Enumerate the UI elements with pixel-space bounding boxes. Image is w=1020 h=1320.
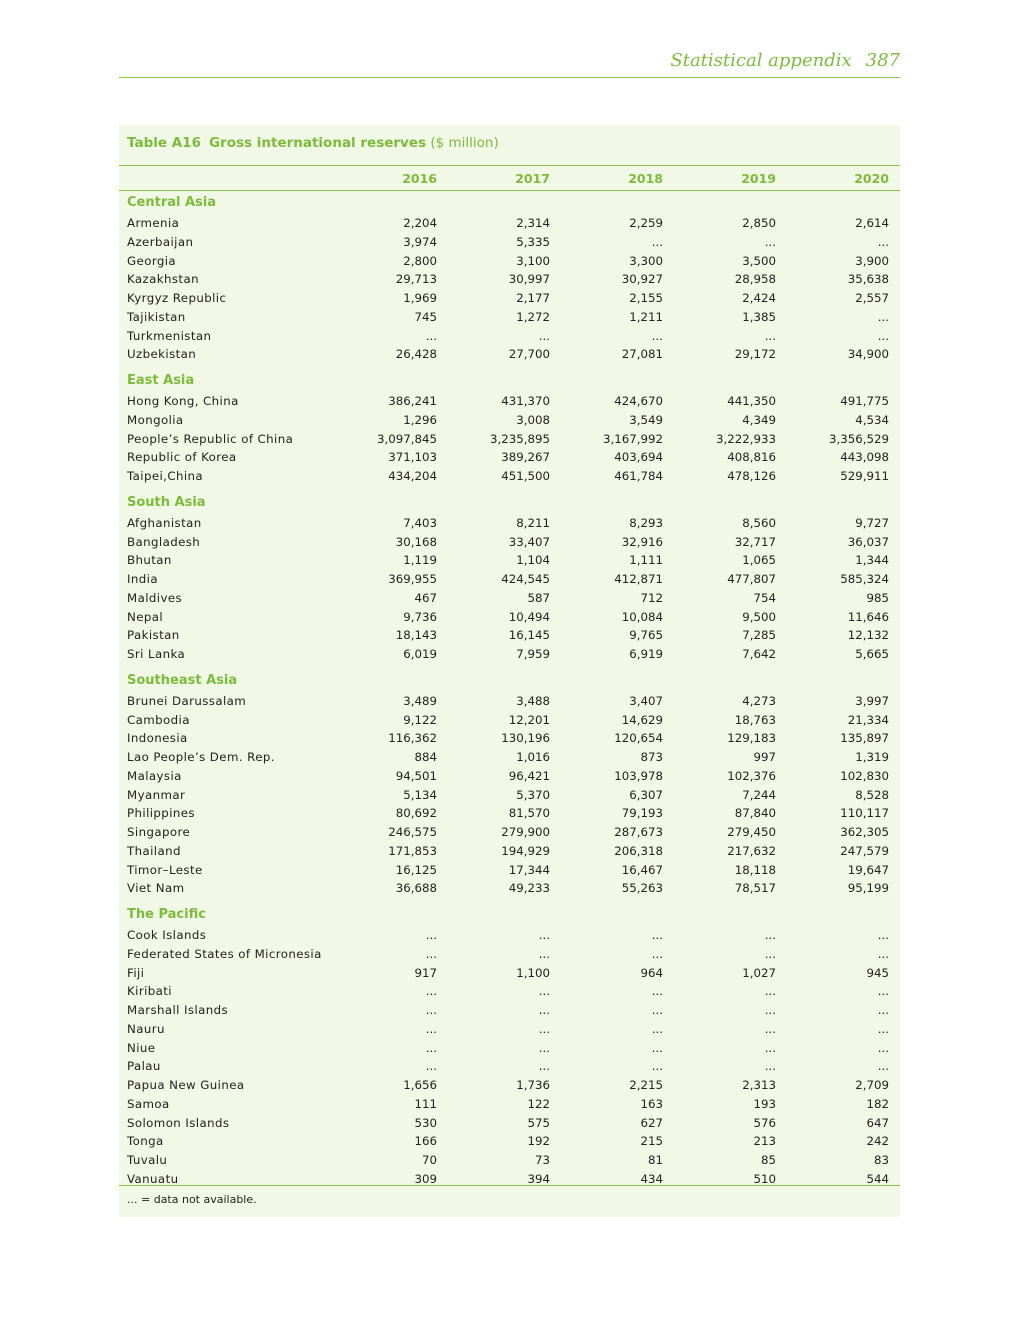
table-cell: 193: [753, 1096, 776, 1111]
table-cell: 434: [640, 1171, 663, 1186]
reserves-table: [119, 125, 900, 1217]
table-cell: 3,549: [629, 412, 663, 427]
row-label: Vanuatu: [127, 1171, 179, 1186]
column-header-2020: 2020: [854, 171, 889, 186]
table-cell: 171,853: [388, 843, 437, 858]
table-cell: 544: [866, 1171, 889, 1186]
table-cell: 3,100: [516, 253, 550, 268]
table-cell: 1,272: [516, 309, 550, 324]
table-cell: 4,534: [855, 412, 889, 427]
table-cell: 18,763: [734, 712, 776, 727]
table-cell: ...: [877, 309, 889, 324]
table-cell: 985: [866, 590, 889, 605]
table-cell: ...: [538, 946, 550, 961]
table-cell: 394: [527, 1171, 550, 1186]
table-cell: 96,421: [508, 768, 550, 783]
table-cell: 36,688: [395, 881, 437, 896]
table-cell: ...: [651, 1003, 663, 1017]
row-label: Republic of Korea: [127, 450, 237, 465]
table-cell: 587: [527, 590, 550, 605]
table-cell: ...: [425, 328, 437, 343]
table-cell: 478,126: [727, 469, 776, 483]
table-cell: 2,314: [516, 216, 550, 230]
section-heading: Central Asia: [127, 195, 217, 210]
column-header-2016: 2016: [402, 171, 437, 186]
table-cell: 5,134: [403, 787, 437, 802]
row-label: Singapore: [127, 825, 191, 839]
table-cell: ...: [651, 1059, 663, 1074]
table-cell: 362,305: [840, 825, 889, 839]
table-cell: 467: [414, 590, 437, 605]
table-cell: 33,407: [508, 534, 550, 549]
table-cell: 2,800: [403, 253, 437, 268]
table-cell: ...: [877, 1059, 889, 1074]
row-label: Uzbekistan: [127, 347, 197, 362]
section-heading: South Asia: [127, 494, 206, 510]
table-cell: 17,344: [508, 862, 550, 877]
table-cell: 247,579: [840, 843, 889, 858]
table-cell: 2,709: [855, 1078, 889, 1092]
table-cell: 3,235,895: [489, 431, 550, 446]
row-label: Pakistan: [127, 628, 180, 643]
table-cell: 16,125: [395, 862, 437, 877]
table-title: [127, 135, 499, 151]
table-cell: 3,407: [629, 693, 663, 708]
table-cell: 95,199: [847, 881, 889, 896]
table-cell: 7,244: [742, 787, 776, 802]
table-cell: ...: [764, 1059, 776, 1074]
table-cell: 130,196: [501, 731, 550, 746]
table-cell: 110,117: [840, 806, 889, 821]
table-unit: ($ million): [430, 135, 499, 151]
column-header-2017: 2017: [515, 171, 550, 186]
table-cell: 1,100: [516, 965, 550, 980]
section-heading: The Pacific: [127, 907, 206, 922]
table-cell: 26,428: [395, 347, 437, 362]
row-label: Timor–Leste: [127, 862, 203, 877]
table-cell: 8,293: [629, 515, 663, 530]
table-cell: ...: [877, 1040, 889, 1055]
table-cell: ...: [538, 328, 550, 343]
table-cell: 917: [414, 965, 437, 980]
table-cell: 102,376: [727, 768, 776, 783]
row-label: Niue: [127, 1040, 156, 1055]
table-cell: 2,204: [403, 216, 437, 230]
table-cell: 9,727: [855, 515, 889, 530]
table-cell: 627: [640, 1115, 663, 1130]
row-label: Tajikistan: [127, 309, 186, 324]
table-cell: 87,840: [734, 806, 776, 821]
table-cell: 3,489: [403, 693, 437, 708]
table-cell: 5,665: [855, 647, 889, 661]
table-cell: 745: [414, 309, 437, 324]
table-cell: 2,850: [742, 216, 776, 230]
table-cell: 19,647: [847, 862, 889, 877]
table-cell: 2,313: [742, 1078, 776, 1092]
table-main-title: Gross international reserves: [208, 135, 427, 151]
row-label: Tonga: [127, 1134, 164, 1149]
table-cell: ...: [764, 234, 776, 249]
table-cell: 1,385: [742, 309, 776, 324]
table-cell: 30,168: [395, 534, 437, 549]
table-cell: 135,897: [840, 731, 889, 746]
row-label: Turkmenistan: [127, 328, 212, 343]
table-cell: 529,911: [840, 469, 889, 483]
table-cell: 461,784: [614, 469, 663, 483]
row-label: Kiribati: [127, 984, 172, 999]
row-label: Samoa: [127, 1096, 170, 1111]
table-cell: ...: [425, 1003, 437, 1017]
row-label: Sri Lanka: [127, 647, 186, 661]
table-cell: 18,118: [734, 862, 776, 877]
table-cell: 55,263: [621, 881, 663, 896]
table-cell: 1,344: [855, 553, 889, 568]
table-cell: 8,560: [742, 515, 776, 530]
table-cell: 408,816: [727, 450, 776, 465]
table-cell: ...: [538, 1059, 550, 1074]
table-cell: 3,900: [855, 253, 889, 268]
table-cell: 2,259: [629, 216, 663, 230]
table-cell: 213: [753, 1134, 776, 1149]
section-title: Statistical appendix: [670, 50, 852, 71]
table-cell: 73: [534, 1153, 550, 1167]
table-cell: 477,807: [727, 572, 776, 586]
table-cell: ...: [538, 1040, 550, 1055]
column-header-2019: 2019: [741, 171, 776, 186]
row-label: Georgia: [127, 253, 177, 268]
table-cell: 32,916: [621, 534, 663, 549]
table-cell: ...: [877, 328, 889, 343]
row-label: Hong Kong, China: [127, 394, 239, 408]
section-heading: Southeast Asia: [127, 672, 238, 688]
table-cell: ...: [651, 928, 663, 942]
row-label: Kyrgyz Republic: [127, 291, 227, 305]
table-cell: 1,016: [516, 750, 550, 764]
table-cell: 884: [414, 750, 437, 764]
table-cell: ...: [877, 234, 889, 249]
row-label: Brunei Darussalam: [127, 693, 247, 708]
table-cell: 8,528: [855, 787, 889, 802]
table-cell: 163: [640, 1096, 663, 1111]
row-label: Bhutan: [127, 553, 172, 568]
table-cell: 5,335: [516, 234, 550, 249]
table-cell: 29,713: [395, 272, 437, 287]
table-cell: 945: [866, 965, 889, 980]
table-cell: ...: [538, 928, 550, 942]
table-cell: 32,717: [734, 534, 776, 549]
header-top-rule: [119, 165, 900, 166]
table-cell: 5,370: [516, 787, 550, 802]
table-cell: 1,296: [403, 412, 437, 427]
table-cell: 116,362: [388, 731, 437, 746]
table-cell: 647: [866, 1115, 889, 1130]
row-label: Bangladesh: [127, 534, 201, 549]
table-cell: 530: [414, 1115, 437, 1130]
table-cell: 120,654: [614, 731, 663, 746]
table-cell: 287,673: [614, 825, 663, 839]
table-cell: 8,211: [516, 515, 550, 530]
table-cell: 18,143: [395, 628, 437, 643]
table-cell: 35,638: [847, 272, 889, 287]
table-cell: ...: [877, 1003, 889, 1017]
table-cell: 386,241: [388, 394, 437, 408]
row-label: Viet Nam: [127, 881, 185, 896]
page-header: [119, 50, 900, 78]
row-label: Indonesia: [127, 731, 188, 746]
table-cell: 2,424: [742, 291, 776, 305]
table-cell: 431,370: [501, 394, 550, 408]
table-cell: ...: [877, 1021, 889, 1036]
table-cell: 3,488: [516, 693, 550, 708]
table-cell: 81,570: [508, 806, 550, 821]
table-cell: 30,927: [621, 272, 663, 287]
table-cell: 3,300: [629, 253, 663, 268]
row-label: Taipei,China: [127, 469, 204, 483]
table-cell: 78,517: [734, 881, 776, 896]
section-heading: East Asia: [127, 373, 195, 388]
table-cell: 6,919: [629, 647, 663, 661]
row-label: Nepal: [127, 609, 164, 624]
table-cell: 491,775: [840, 394, 889, 408]
table-cell: 9,736: [403, 609, 437, 624]
row-label: Fiji: [127, 965, 145, 980]
table-cell: 217,632: [727, 843, 776, 858]
table-cell: ...: [538, 1003, 550, 1017]
table-cell: 2,155: [629, 291, 663, 305]
table-cell: 1,319: [855, 750, 889, 764]
table-number: Table A16: [127, 135, 201, 151]
table-cell: 129,183: [727, 731, 776, 746]
table-cell: 10,494: [508, 609, 550, 624]
row-label: India: [127, 572, 158, 586]
table-cell: 206,318: [614, 843, 663, 858]
row-label: Solomon Islands: [127, 1115, 230, 1130]
table-cell: 7,642: [742, 647, 776, 661]
row-label: Cook Islands: [127, 928, 207, 942]
table-cell: ...: [877, 928, 889, 942]
table-cell: 246,575: [388, 825, 437, 839]
row-label: Tuvalu: [127, 1153, 168, 1167]
footnote: ... = data not available.: [127, 1193, 257, 1206]
table-cell: 7,403: [403, 515, 437, 530]
table-cell: 6,307: [629, 787, 663, 802]
table-cell: 585,324: [840, 572, 889, 586]
row-label: Azerbaijan: [127, 234, 194, 249]
table-cell: ...: [651, 1040, 663, 1055]
table-cell: 1,736: [516, 1078, 550, 1092]
table-cell: 1,065: [742, 553, 776, 568]
table-cell: 7,959: [516, 647, 550, 661]
table-cell: 14,629: [621, 712, 663, 727]
row-label: Philippines: [127, 806, 195, 821]
table-cell: 4,349: [742, 412, 776, 427]
table-cell: 424,670: [614, 394, 663, 408]
table-cell: 443,098: [840, 450, 889, 465]
table-cell: ...: [425, 1040, 437, 1055]
table-cell: ...: [651, 984, 663, 999]
table-cell: 28,958: [734, 272, 776, 287]
table-cell: ...: [538, 1021, 550, 1036]
row-label: Afghanistan: [127, 515, 202, 530]
table-cell: 12,201: [508, 712, 550, 727]
table-cell: 81: [647, 1153, 663, 1167]
table-cell: 30,997: [508, 272, 550, 287]
page-number: 387: [865, 50, 900, 71]
table-cell: 510: [753, 1171, 776, 1186]
table-cell: 309: [414, 1171, 437, 1186]
table-cell: ...: [764, 328, 776, 343]
row-label: Armenia: [127, 216, 180, 230]
table-cell: 27,700: [508, 347, 550, 362]
table-cell: 3,222,933: [715, 431, 776, 446]
table-cell: 712: [640, 590, 663, 605]
table-cell: ...: [425, 946, 437, 961]
table-cell: 2,215: [629, 1078, 663, 1092]
table-cell: 389,267: [501, 450, 550, 465]
table-cell: 1,111: [629, 553, 663, 568]
table-cell: 80,692: [395, 806, 437, 821]
table-cell: 3,167,992: [602, 431, 663, 446]
table-cell: 194,929: [501, 843, 550, 858]
table-cell: 451,500: [501, 469, 550, 483]
row-label: Mongolia: [127, 412, 184, 427]
table-cell: 964: [640, 965, 663, 980]
table-cell: 111: [414, 1096, 437, 1111]
table-cell: 166: [414, 1134, 437, 1149]
row-label: Papua New Guinea: [127, 1078, 245, 1092]
table-cell: 279,900: [501, 825, 550, 839]
table-cell: 10,084: [621, 609, 663, 624]
table-cell: ...: [651, 328, 663, 343]
row-label: Myanmar: [127, 787, 186, 802]
row-label: Marshall Islands: [127, 1003, 229, 1017]
table-cell: 215: [640, 1134, 663, 1149]
table-cell: 192: [527, 1134, 550, 1149]
table-cell: 371,103: [388, 450, 437, 465]
table-cell: 122: [527, 1096, 550, 1111]
table-cell: ...: [877, 984, 889, 999]
table-cell: 1,104: [516, 553, 550, 568]
table-cell: 1,027: [742, 965, 776, 980]
table-cell: ...: [538, 984, 550, 999]
table-cell: 12,132: [847, 628, 889, 643]
table-cell: ...: [877, 946, 889, 961]
row-label: Thailand: [127, 843, 181, 858]
table-cell: ...: [425, 928, 437, 942]
table-cell: 49,233: [508, 881, 550, 896]
column-header-2018: 2018: [628, 171, 663, 186]
table-cell: 997: [753, 750, 776, 764]
table-cell: 85: [760, 1153, 776, 1167]
table-cell: 3,997: [855, 693, 889, 708]
row-label: Palau: [127, 1059, 161, 1074]
table-cell: ...: [425, 1059, 437, 1074]
table-cell: 103,978: [614, 768, 663, 783]
row-label: Federated States of Micronesia: [127, 946, 322, 961]
row-label: Cambodia: [127, 712, 190, 727]
table-cell: 3,008: [516, 412, 550, 427]
table-cell: 412,871: [614, 572, 663, 586]
table-cell: ...: [764, 1003, 776, 1017]
row-label: Lao People’s Dem. Rep.: [127, 750, 275, 764]
table-cell: 242: [866, 1134, 889, 1149]
row-label: People’s Republic of China: [127, 431, 294, 446]
table-cell: ...: [425, 1021, 437, 1036]
table-cell: 70: [421, 1153, 437, 1167]
table-cell: ...: [764, 984, 776, 999]
table-cell: 9,765: [629, 628, 663, 643]
table-cell: 102,830: [840, 768, 889, 783]
table-cell: 754: [753, 590, 776, 605]
table-cell: ...: [651, 234, 663, 249]
table-cell: 34,900: [847, 347, 889, 362]
table-cell: ...: [764, 1040, 776, 1055]
table-cell: 3,356,529: [828, 431, 889, 446]
table-cell: 21,334: [847, 712, 889, 727]
table-cell: 1,119: [403, 553, 437, 568]
table-cell: 6,019: [403, 647, 437, 661]
table-cell: 4,273: [742, 693, 776, 708]
table-cell: 79,193: [621, 806, 663, 821]
table-cell: 3,097,845: [376, 431, 437, 446]
table-cell: 369,955: [388, 572, 437, 586]
table-cell: 3,974: [403, 234, 437, 249]
row-label: Nauru: [127, 1021, 165, 1036]
table-cell: ...: [764, 928, 776, 942]
table-cell: 873: [640, 750, 663, 764]
table-cell: 16,467: [621, 862, 663, 877]
table-cell: ...: [651, 946, 663, 961]
table-cell: 403,694: [614, 450, 663, 465]
table-cell: 16,145: [508, 628, 550, 643]
table-cell: 2,614: [855, 216, 889, 230]
table-cell: 576: [753, 1115, 776, 1130]
table-cell: 83: [873, 1153, 889, 1167]
table-cell: 7,285: [742, 628, 776, 643]
table-cell: 27,081: [621, 347, 663, 362]
table-cell: 279,450: [727, 825, 776, 839]
table-cell: 9,500: [742, 609, 776, 624]
table-cell: ...: [651, 1021, 663, 1036]
table-cell: 1,969: [403, 291, 437, 305]
table-cell: 2,557: [855, 291, 889, 305]
table-cell: ...: [764, 1021, 776, 1036]
table-cell: 2,177: [516, 291, 550, 305]
table-cell: 575: [527, 1115, 550, 1130]
table-cell: 94,501: [395, 768, 437, 783]
table-cell: 424,545: [501, 572, 550, 586]
table-cell: 182: [866, 1096, 889, 1111]
row-label: Kazakhstan: [127, 272, 199, 287]
row-label: Malaysia: [127, 768, 182, 783]
table-cell: 3,500: [742, 253, 776, 268]
table-cell: 434,204: [388, 469, 437, 483]
table-cell: 9,122: [403, 712, 437, 727]
table-cell: 1,211: [629, 309, 663, 324]
table-cell: ...: [764, 946, 776, 961]
table-cell: ...: [425, 984, 437, 999]
table-cell: 11,646: [847, 609, 889, 624]
table-cell: 441,350: [727, 394, 776, 408]
table-cell: 29,172: [734, 347, 776, 362]
table-cell: 1,656: [403, 1078, 437, 1092]
row-label: Maldives: [127, 590, 183, 605]
table-cell: 36,037: [847, 534, 889, 549]
header-bottom-rule: [119, 190, 900, 191]
